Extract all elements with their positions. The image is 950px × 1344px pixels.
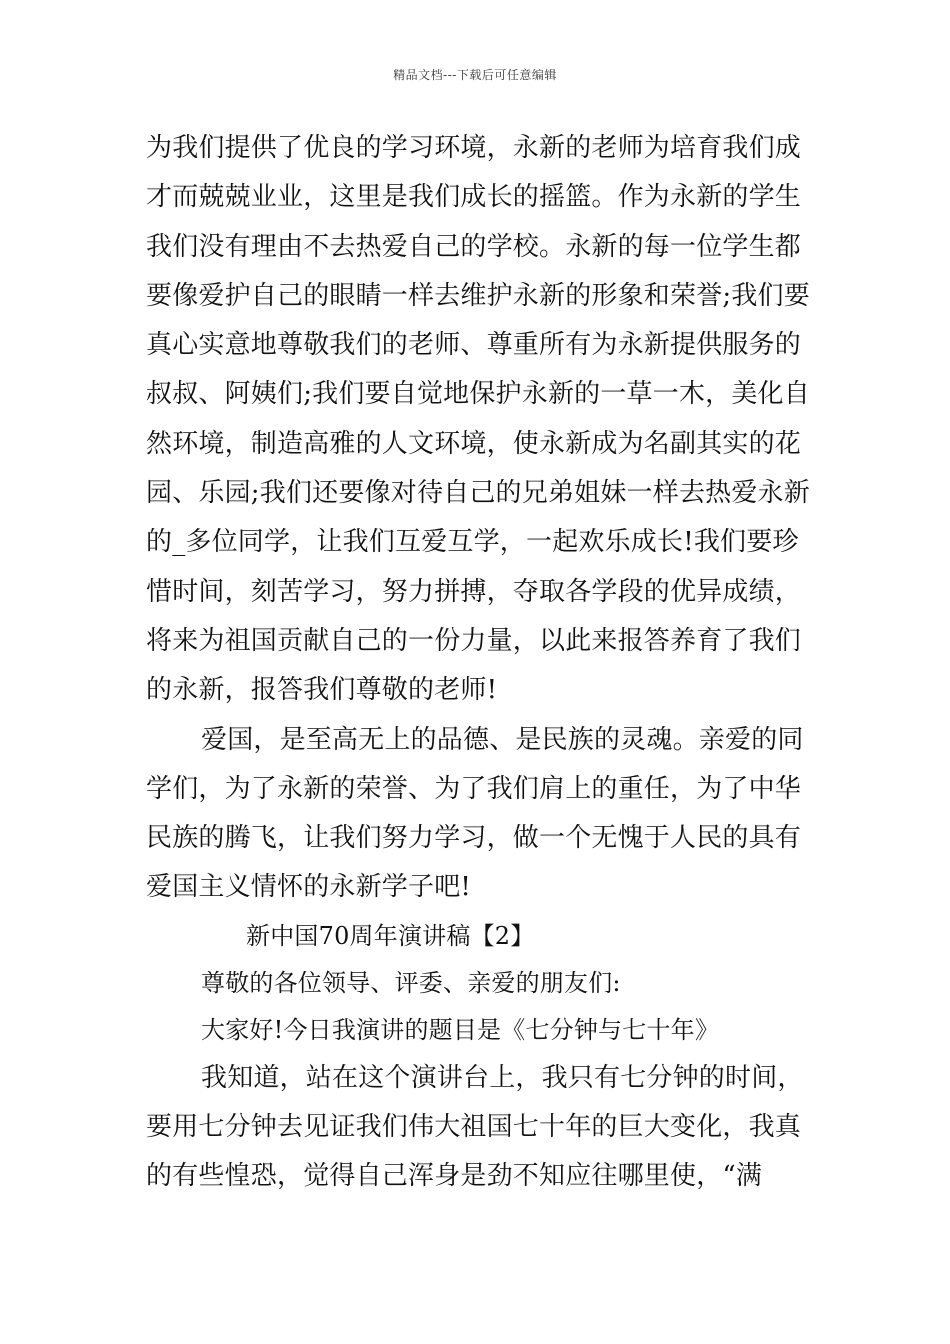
paragraph-line: 要像爱护自己的眼睛一样去维护永新的形象和荣誉;我们要 [146, 280, 810, 311]
salutation-line: 尊敬的各位领导、评委、亲爱的朋友们: [201, 968, 621, 997]
paragraph-line: 将来为祖国贡献自己的一份力量，以此来报答养育了我们 [146, 625, 802, 656]
paragraph-line: 然环境，制造高雅的人文环境，使永新成为名副其实的花 [146, 428, 802, 459]
paragraph-line: 园、乐园;我们还要像对待自己的兄弟姐妹一样去热爱永新 [146, 478, 810, 509]
paragraph-line: 的有些惶恐，觉得自己浑身是劲不知应往哪里使，“满 [146, 1161, 763, 1192]
paragraph-line: 叔叔、阿姨们;我们要自觉地保护永新的一草一木，美化自 [146, 379, 810, 410]
paragraph-line: 民族的腾飞，让我们努力学习，做一个无愧于人民的具有 [146, 823, 802, 854]
paragraph-line: 我们没有理由不去热爱自己的学校。永新的每一位学生都 [146, 231, 802, 262]
paragraph-line: 学们，为了永新的荣誉、为了我们肩上的重任，为了中华 [146, 773, 802, 804]
paragraph-line: 真心实意地尊敬我们的老师、尊重所有为永新提供服务的 [146, 330, 802, 361]
greeting-line: 大家好!今日我演讲的题目是《七分钟与七十年》 [201, 1015, 720, 1044]
paragraph-line: 惜时间，刻苦学习，努力拼搏，夺取各学段的优异成绩， [146, 576, 802, 607]
paragraph-line: 的_多位同学，让我们互爱互学，一起欢乐成长!我们要珍 [146, 527, 799, 558]
paragraph-line: 才而兢兢业业，这里是我们成长的摇篮。作为永新的学生 [146, 182, 802, 213]
paragraph-line: 要用七分钟去见证我们伟大祖国七十年的巨大变化，我真 [146, 1112, 802, 1143]
paragraph-line: 的永新，报答我们尊敬的老师! [146, 675, 498, 706]
page-header: 精品文档---下载后可任意编辑 [393, 68, 557, 82]
paragraph-line: 为我们提供了优良的学习环境，永新的老师为培育我们成 [146, 133, 802, 163]
paragraph-line: 爱国，是至高无上的品德、是民族的灵魂。亲爱的同 [201, 724, 804, 755]
paragraph-line: 我知道，站在这个演讲台上，我只有七分钟的时间， [201, 1062, 804, 1093]
paragraph-line: 爱国主义情怀的永新学子吧! [146, 872, 472, 903]
section-title: 新中国70周年演讲稿【2】 [246, 921, 535, 950]
document-body [146, 124, 810, 1202]
